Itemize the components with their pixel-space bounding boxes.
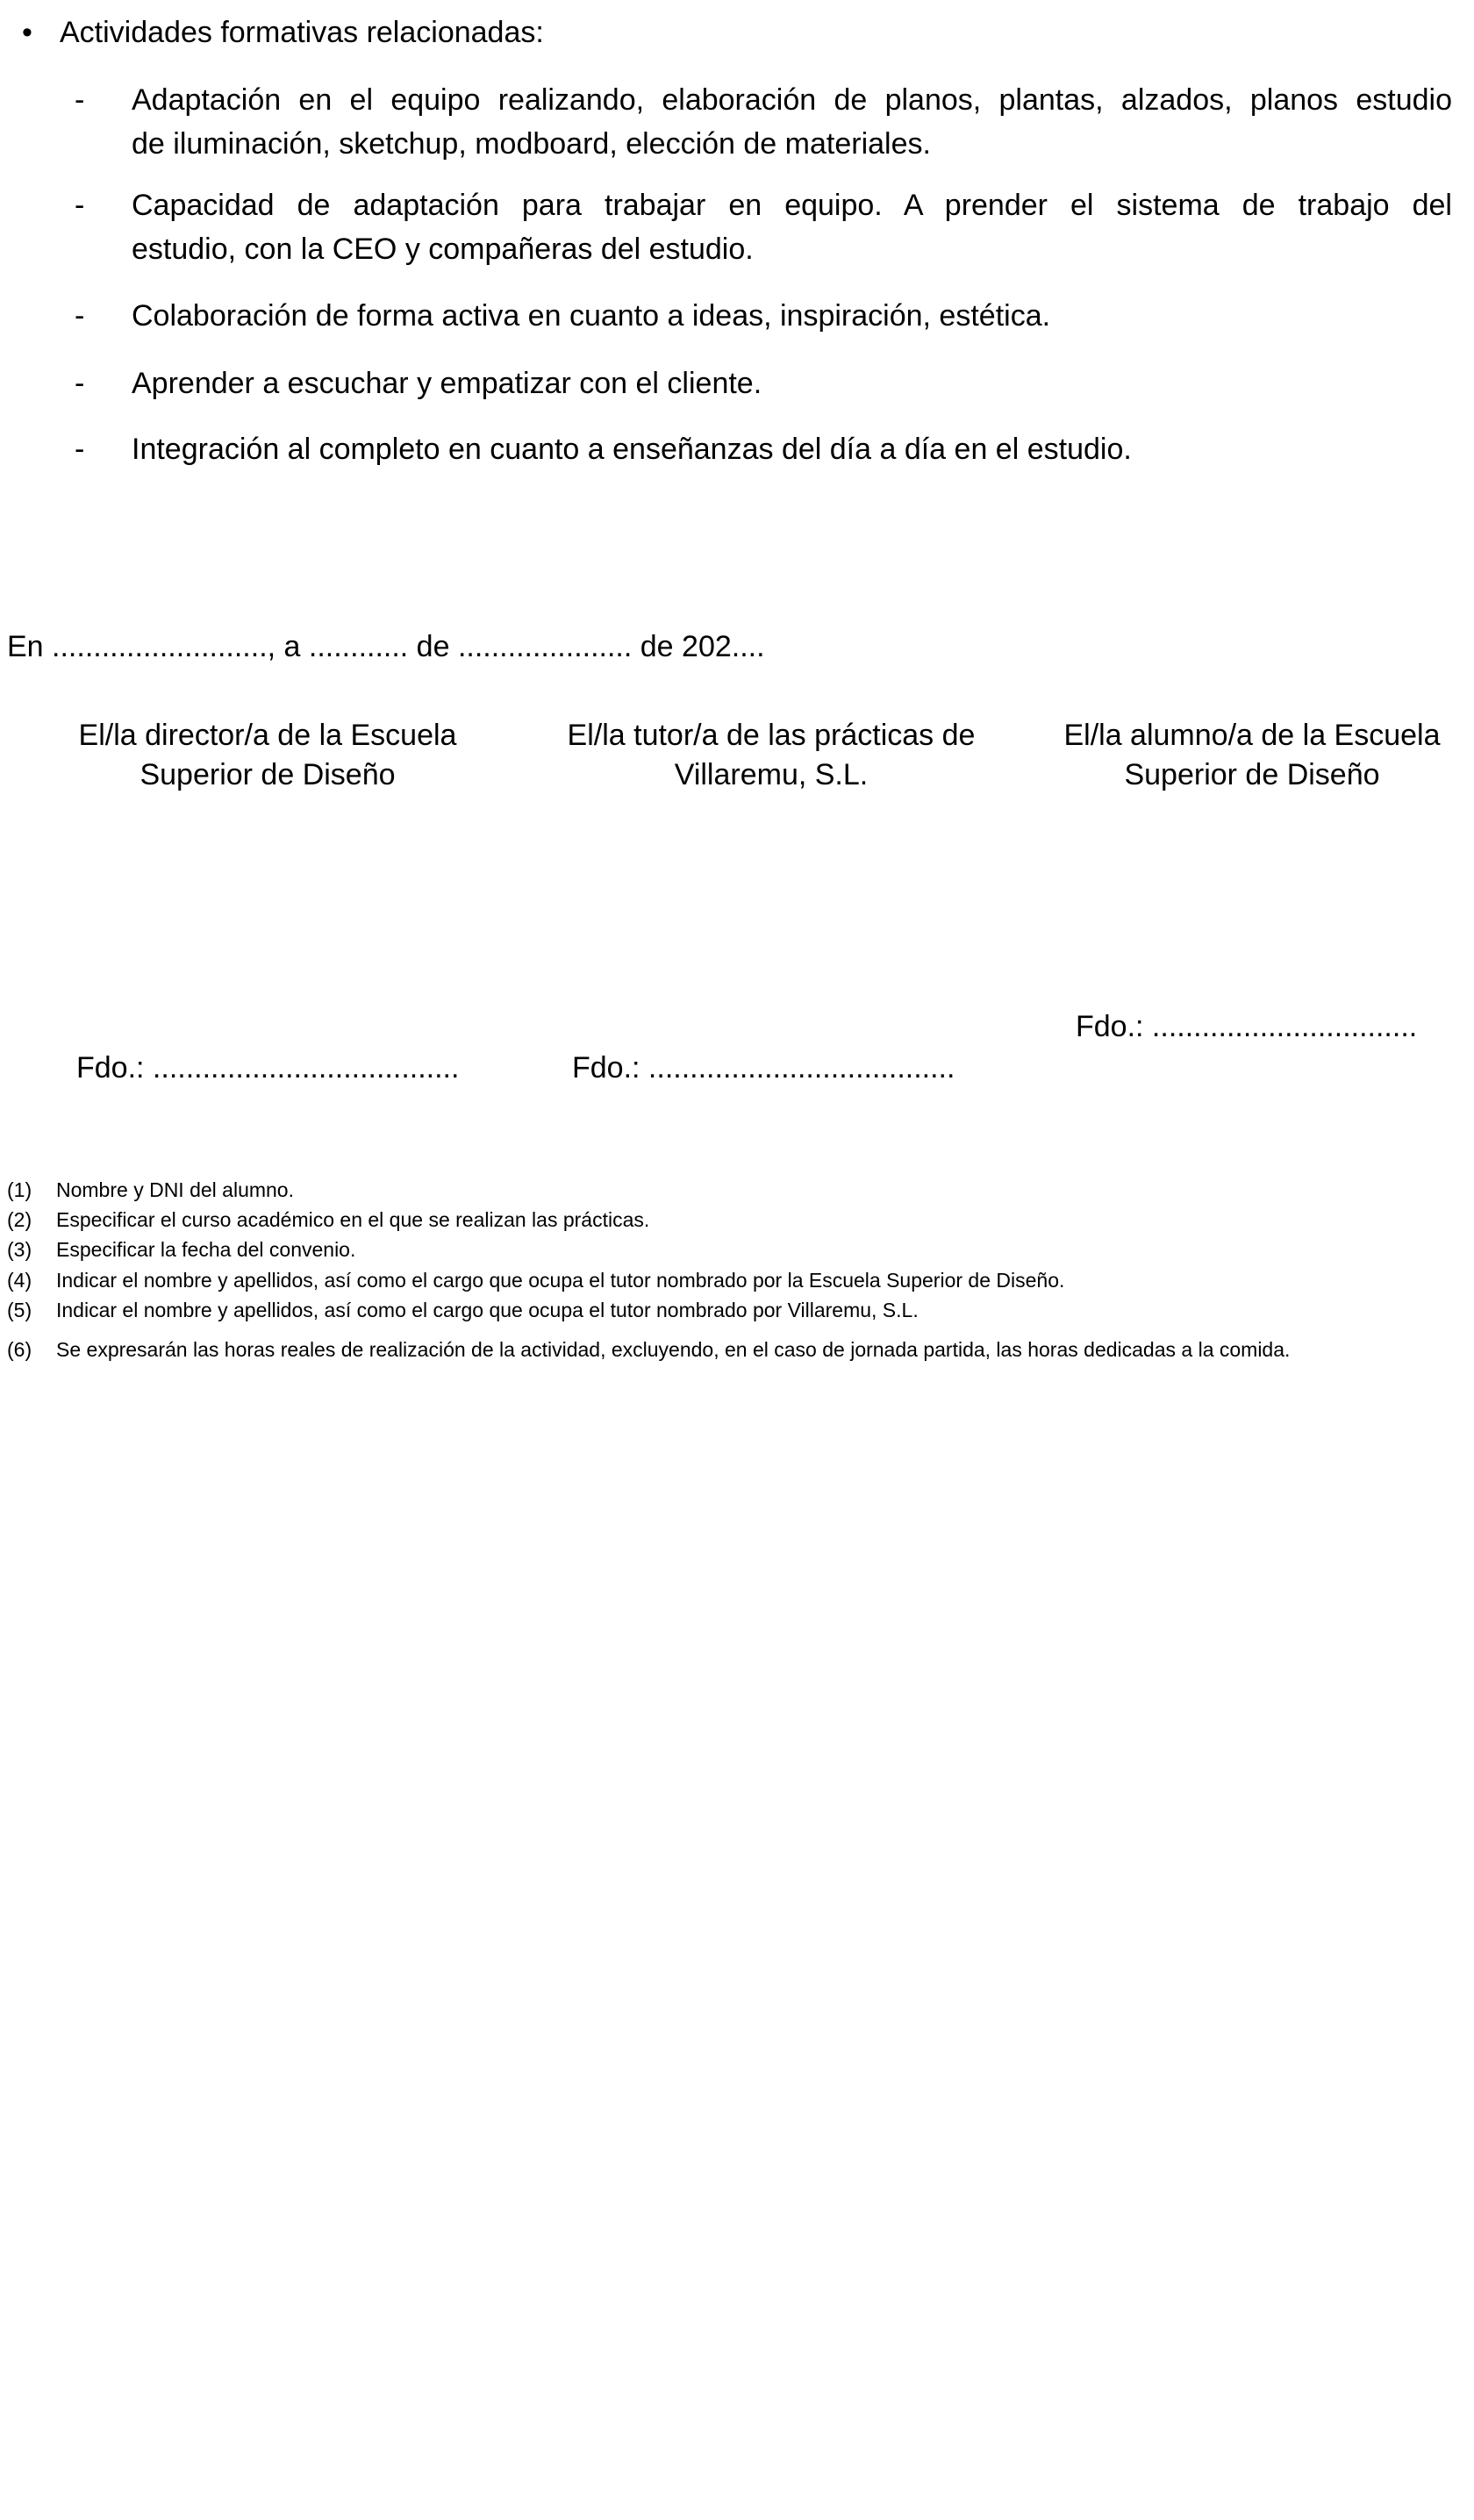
text-line: El/la director/a de la Escuela — [78, 719, 457, 752]
list-item — [75, 362, 1452, 405]
footnote-text: Nombre y DNI del alumno. — [56, 1178, 294, 1201]
footnote-text: Indicar el nombre y apellidos, así como el cargo que ocupa el tutor nombrado por la Escuela Superior de Diseño. — [56, 1269, 1065, 1292]
footnote-number: (4) — [7, 1269, 32, 1292]
footnote — [7, 1175, 294, 1205]
bullet-icon: • — [22, 16, 32, 49]
fdo-line-director: Fdo.: ..................................... — [76, 1051, 460, 1085]
dash-icon: - — [75, 189, 85, 222]
bullet-header — [22, 11, 544, 54]
text-line: Integración al completo en cuanto a enseñanzas del día a día en el estudio. — [132, 433, 1132, 466]
list-item — [75, 183, 1452, 271]
signature-role-alumno — [1033, 716, 1471, 795]
fdo-line-alumno: Fdo.: ................................ — [1076, 1010, 1418, 1043]
signature-role-director — [39, 716, 496, 795]
list-item-text — [132, 294, 1452, 338]
date-place-line: En .........................., a ............ de ..................... de 202.... — [7, 630, 765, 663]
text-line: El/la alumno/a de la Escuela — [1063, 719, 1441, 752]
dash-icon: - — [75, 83, 85, 117]
list-item — [75, 427, 1452, 471]
footnote-number: (6) — [7, 1338, 32, 1361]
footnote-text: Especificar el curso académico en el que se realizan las prácticas. — [56, 1208, 650, 1231]
footnote — [7, 1235, 355, 1264]
text-line: Villaremu, S.L. — [674, 758, 869, 791]
footnote — [7, 1265, 1064, 1295]
text-line: Superior de Diseño — [140, 758, 396, 791]
bullet-header-text: Actividades formativas relacionadas: — [60, 16, 544, 49]
list-item-text — [132, 362, 1452, 405]
dash-icon: - — [75, 433, 85, 466]
list-item — [75, 294, 1452, 338]
footnote-number: (5) — [7, 1299, 32, 1321]
footnote-number: (1) — [7, 1178, 32, 1201]
text-line: Capacidad de adaptación para trabajar en equipo. A prender el sistema de trabajo del — [132, 189, 1452, 222]
dash-icon: - — [75, 299, 85, 333]
signature-role-tutor — [534, 716, 1008, 795]
footnote — [7, 1295, 919, 1325]
text-line: El/la tutor/a de las prácticas de — [567, 719, 976, 752]
footnote-text: Especificar la fecha del convenio. — [56, 1238, 356, 1261]
footnote-number: (3) — [7, 1238, 32, 1261]
text-line: de iluminación, sketchup, modboard, elección de materiales. — [132, 127, 931, 161]
text-line: estudio, con la CEO y compañeras del estudio. — [132, 233, 754, 266]
dash-icon: - — [75, 367, 85, 400]
text-line: Aprender a escuchar y empatizar con el cliente. — [132, 367, 762, 400]
footnote-text: Indicar el nombre y apellidos, así como el cargo que ocupa el tutor nombrado por Villaremu, S.L. — [56, 1299, 919, 1321]
footnote-number: (2) — [7, 1208, 32, 1231]
list-item-text — [132, 427, 1452, 471]
text-line: Adaptación en el equipo realizando, elaboración de planos, plantas, alzados, planos estudio — [132, 83, 1452, 117]
footnote — [7, 1335, 1290, 1364]
text-line: Superior de Diseño — [1124, 758, 1380, 791]
footnote — [7, 1205, 649, 1235]
list-item-text — [132, 78, 1452, 166]
footnote-text: Se expresarán las horas reales de realización de la actividad, excluyendo, en el caso de jornada partida, las horas dedicadas a la comida. — [56, 1338, 1291, 1361]
fdo-line-tutor: Fdo.: ..................................... — [572, 1051, 955, 1085]
list-item — [75, 78, 1452, 166]
text-line: Colaboración de forma activa en cuanto a ideas, inspiración, estética. — [132, 299, 1051, 333]
list-item-text — [132, 183, 1452, 271]
